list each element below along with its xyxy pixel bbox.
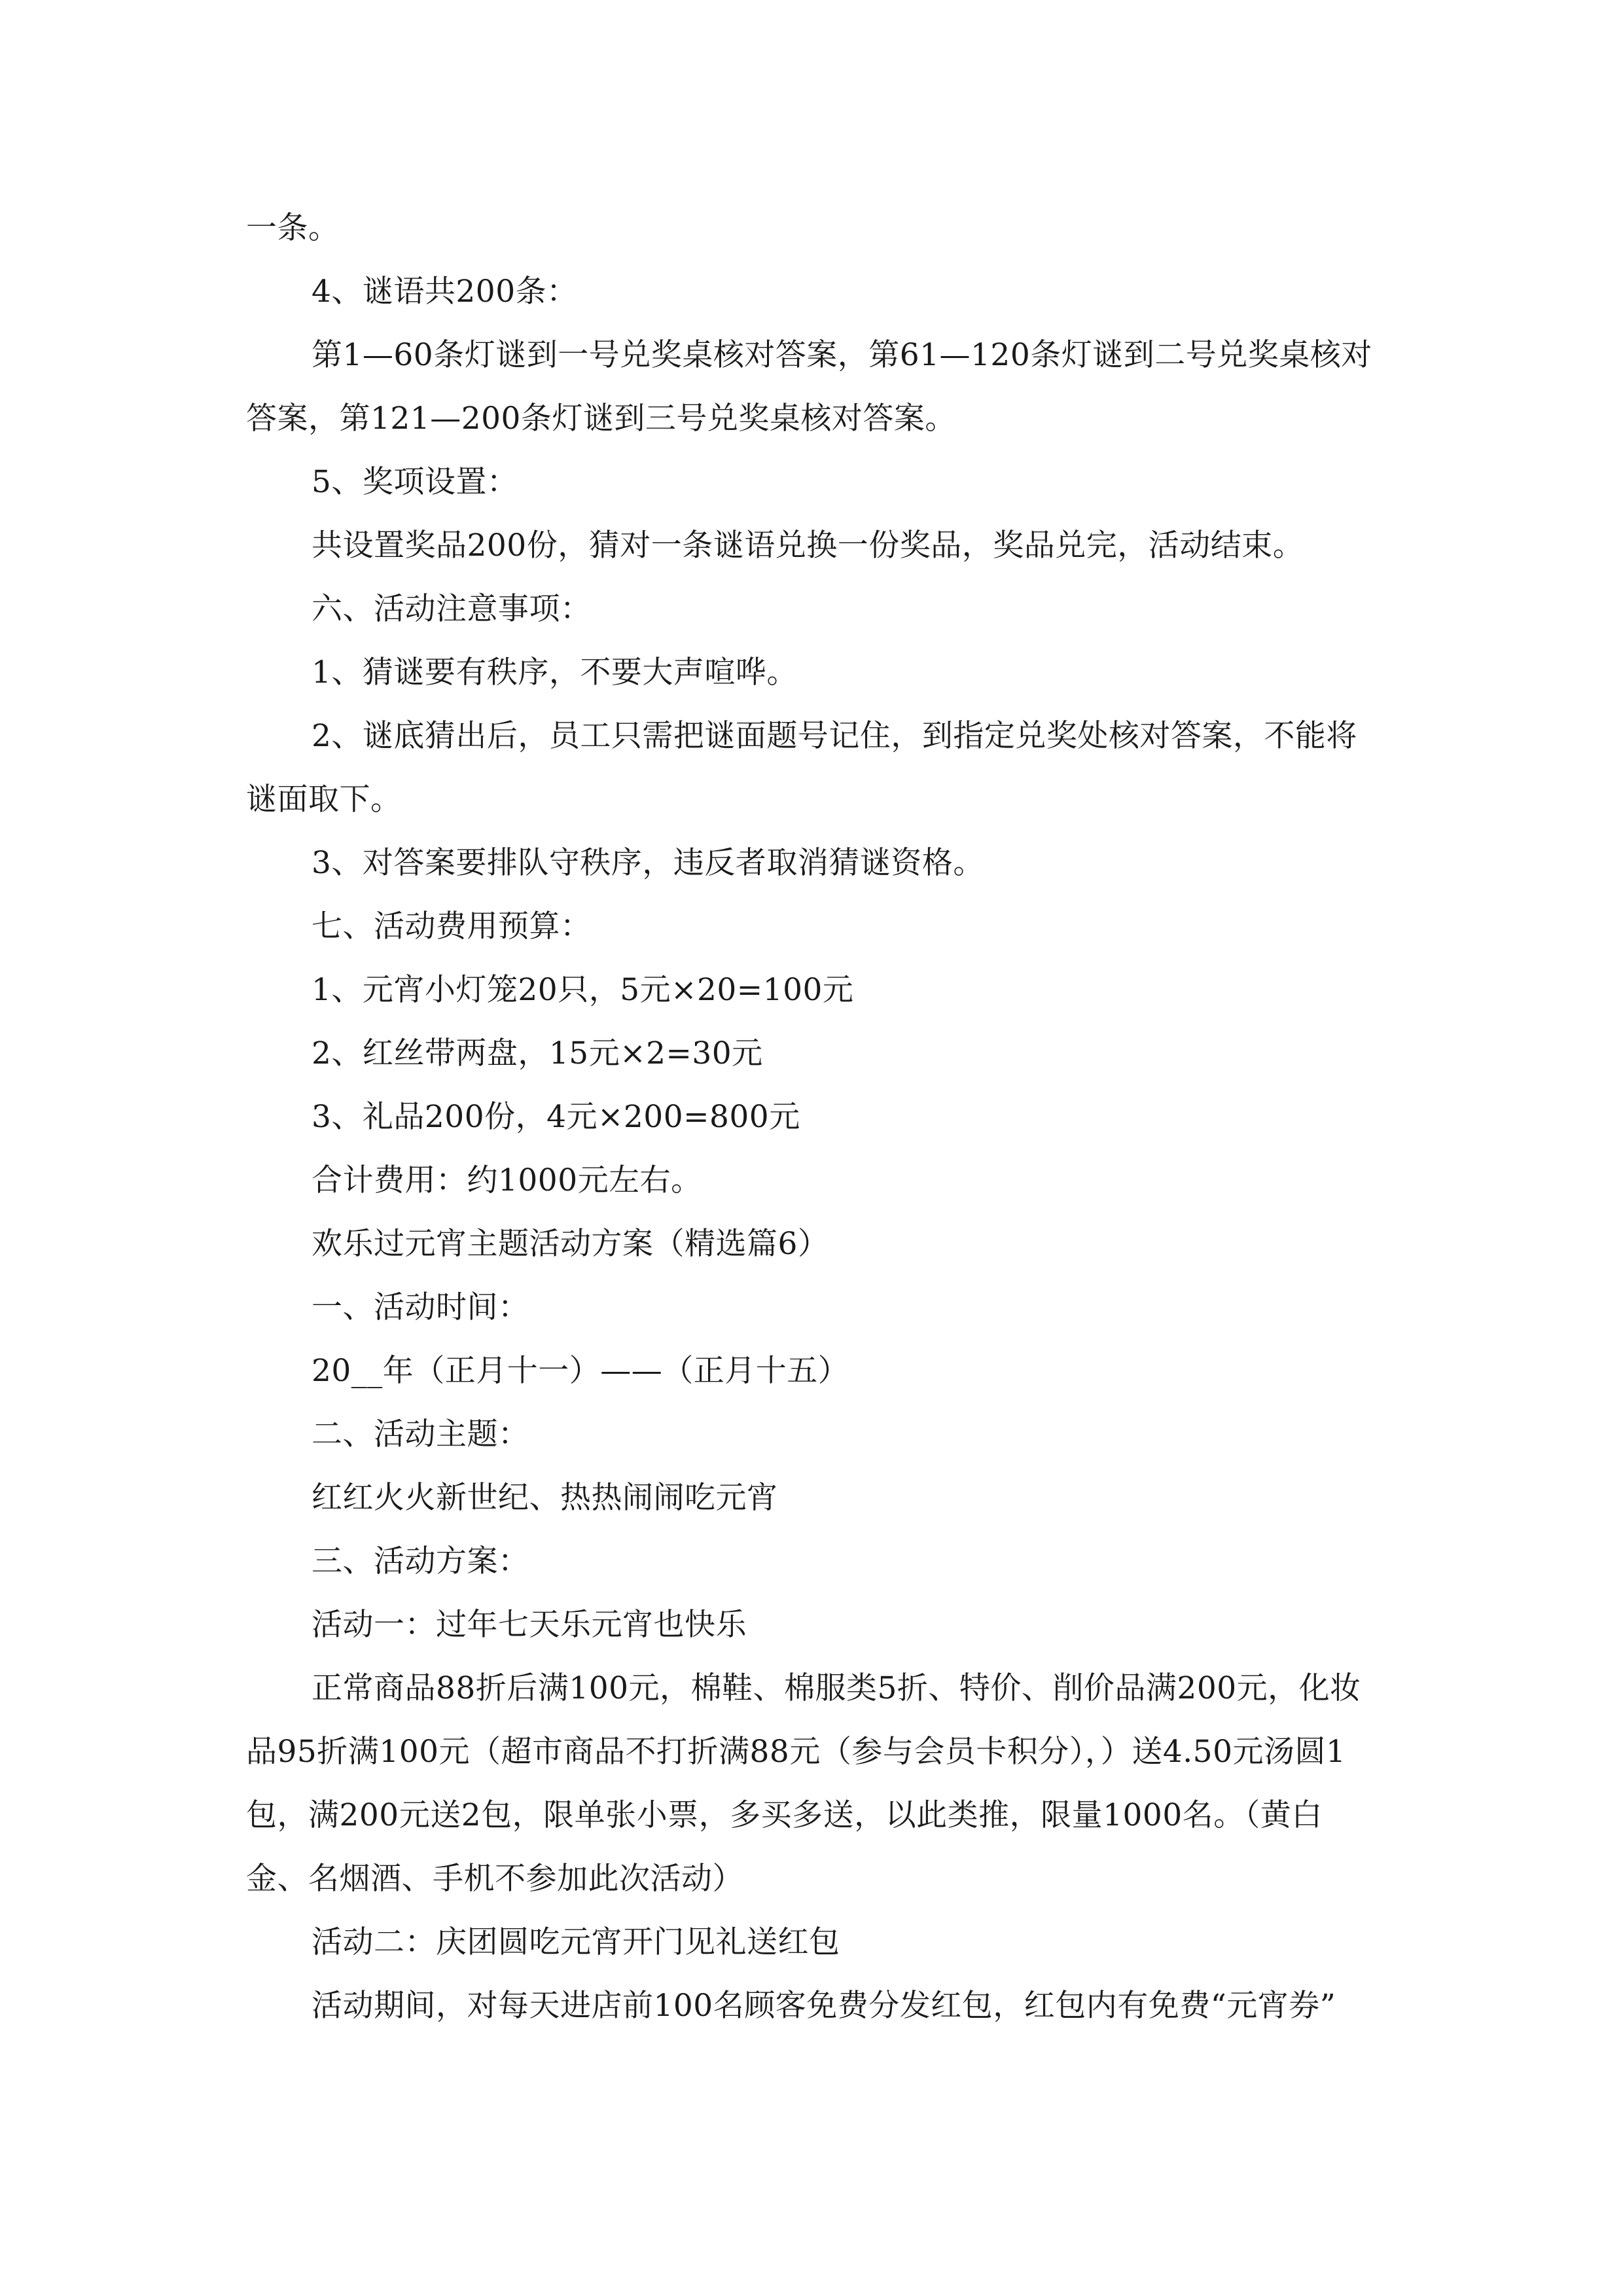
note-item-3: 3、对答案要排队守秩序，违反者取消猜谜资格。 bbox=[312, 845, 984, 881]
activity-1-title: 活动一：过年七天乐元宵也快乐 bbox=[312, 1607, 747, 1643]
item-prize-setup: 5、奖项设置： bbox=[312, 464, 518, 500]
section-title: 欢乐过元宵主题活动方案（精选篇6） bbox=[312, 1226, 829, 1262]
budget-item-1: 1、元宵小灯笼20只，5元×20=100元 bbox=[312, 972, 854, 1008]
activity-2-body: 活动期间，对每天进店前100名顾客免费分发红包，红包内有免费“元宵券” bbox=[312, 1988, 1336, 2024]
paragraph-prizes: 共设置奖品200份，猜对一条谜语兑换一份奖品，奖品兑完，活动结束。 bbox=[312, 528, 1304, 564]
activity-2-title: 活动二：庆团圆吃元宵开门见礼送红包 bbox=[312, 1924, 840, 1960]
budget-item-2: 2、红丝带两盘，15元×2=30元 bbox=[312, 1035, 763, 1071]
budget-item-3: 3、礼品200份，4元×200=800元 bbox=[312, 1099, 800, 1135]
activity-1-body: 正常商品88折后满100元，棉鞋、棉服类5折、特价、削价品满200元，化妆品95折满100元（超市商品不打折满88元（参与会员卡积分），）送4.50元汤圆1包，满200元送2包，限单张小票，多买多送，以此类推，限量1000名。（黄白金、名烟酒、手机不参加此次活动） bbox=[246, 1670, 1361, 1897]
heading-plan: 三、活动方案： bbox=[312, 1543, 529, 1579]
heading-theme: 二、活动主题： bbox=[312, 1416, 529, 1452]
paragraph-answer-desks: 第1—60条灯谜到一号兑奖桌核对答案，第61—120条灯谜到二号兑奖桌核对答案，第121—200条灯谜到三号兑奖桌核对答案。 bbox=[246, 337, 1372, 437]
note-item-2: 2、谜底猜出后，员工只需把谜面题号记住，到指定兑奖处核对答案，不能将谜面取下。 bbox=[246, 718, 1357, 817]
heading-budget: 七、活动费用预算： bbox=[312, 908, 592, 944]
heading-notes: 六、活动注意事项： bbox=[312, 591, 592, 627]
item-riddle-count: 4、谜语共200条： bbox=[312, 274, 578, 310]
heading-time: 一、活动时间： bbox=[312, 1289, 529, 1325]
note-item-1: 1、猜谜要有秩序，不要大声喧哗。 bbox=[312, 655, 798, 691]
budget-total: 合计费用：约1000元左右。 bbox=[312, 1162, 702, 1198]
theme-value: 红红火火新世纪、热热闹闹吃元宵 bbox=[312, 1480, 778, 1516]
paragraph-continuation: 一条。 bbox=[246, 210, 340, 246]
time-value: 20__年（正月十一）——（正月十五） bbox=[312, 1353, 849, 1389]
